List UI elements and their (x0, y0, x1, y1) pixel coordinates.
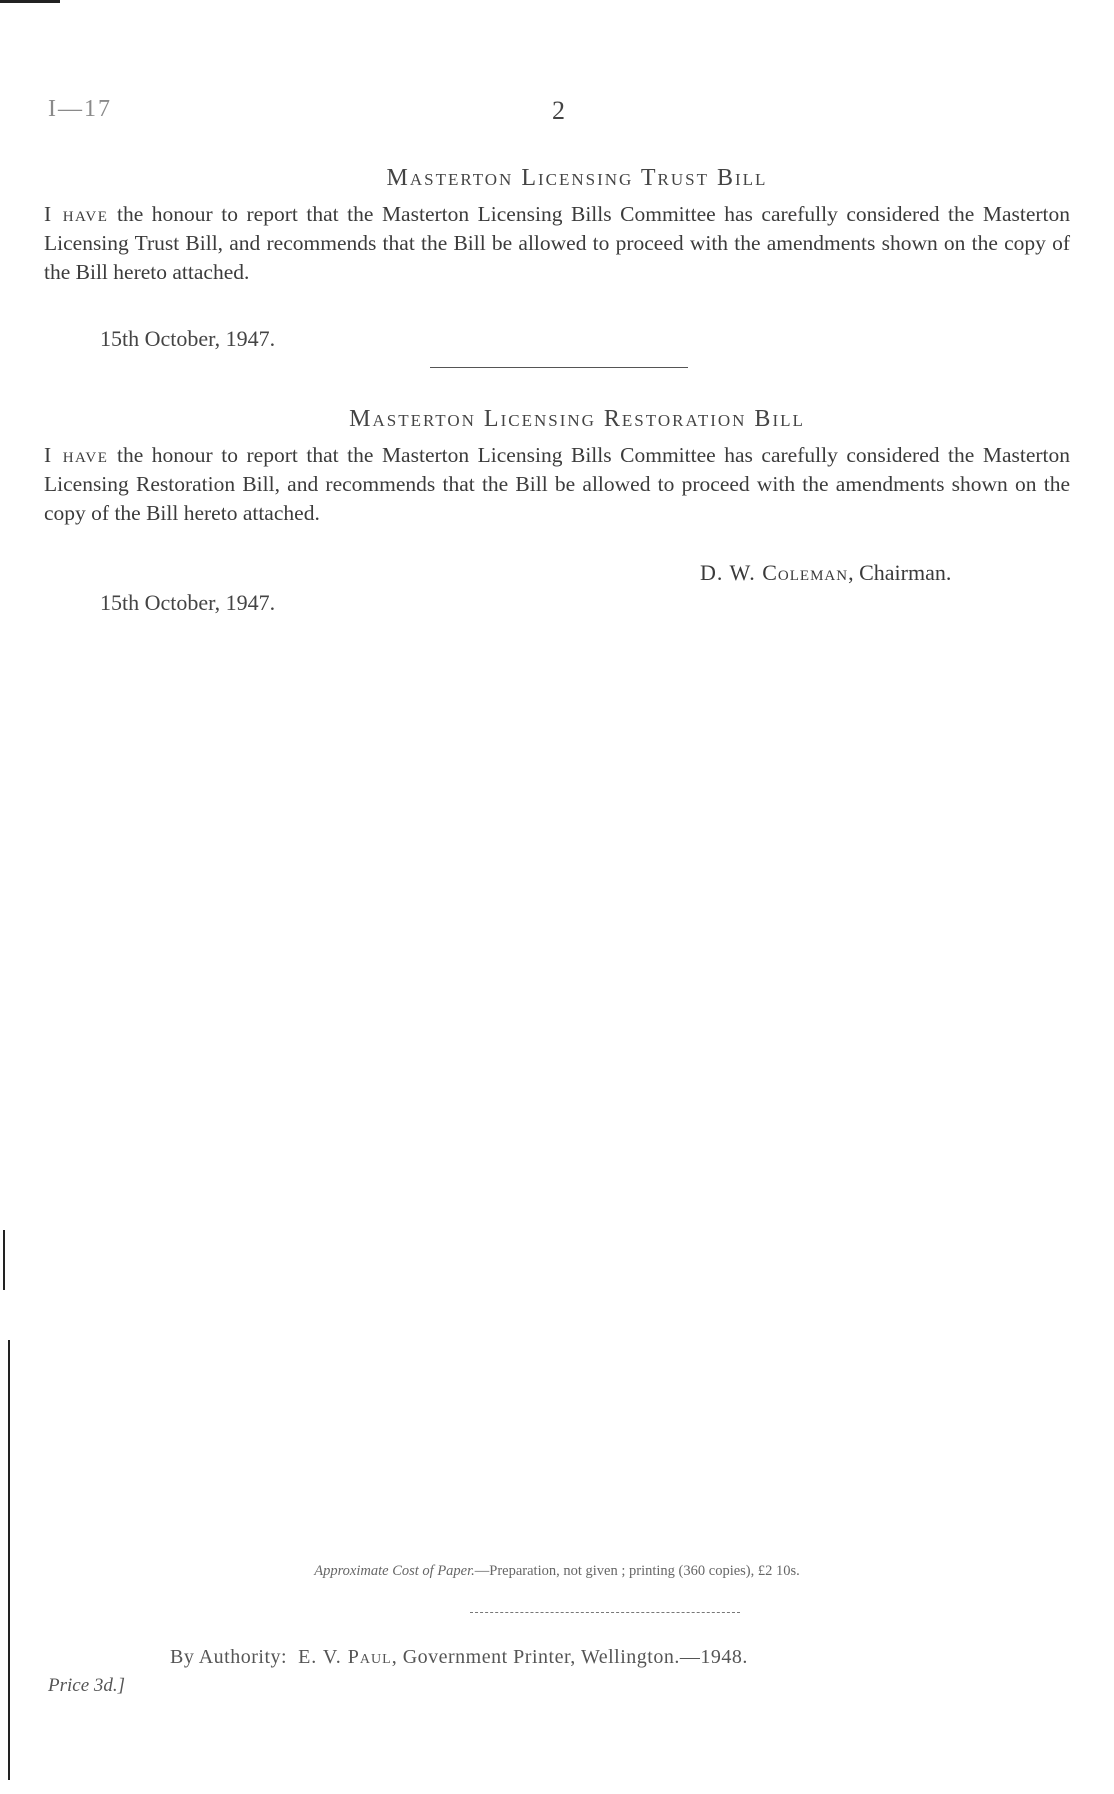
document-reference: I—17 (48, 96, 112, 122)
authority-prefix: By Authority: (170, 1646, 299, 1668)
page-number: 2 (552, 96, 565, 125)
paragraph-lead: I have (44, 202, 109, 226)
scan-edge-mark (0, 0, 60, 3)
section-title-trust-bill: Masterton Licensing Trust Bill (386, 165, 768, 191)
authority-suffix: , Government Printer, Wellington.—1948. (391, 1646, 748, 1668)
signatory-name: D. W. Coleman (700, 560, 849, 585)
paragraph-body: the honour to report that the Masterton Licensing Bills Committee has carefully considered the Masterton Licensing Trust Bill, and recommends that the Bill be allowed to proceed with the amendments shown on the copy of the Bill hereto attached. (44, 202, 1071, 284)
paragraph-lead: I have (44, 443, 109, 467)
scan-margin-line (8, 1340, 10, 1780)
printer-name: E. V. Paul (298, 1646, 392, 1668)
report-date: 15th October, 1947. (100, 590, 276, 615)
price-note: Price 3d.] (48, 1675, 126, 1696)
report-date: 15th October, 1947. (100, 326, 276, 351)
footer-divider (470, 1612, 740, 1613)
cost-label: Approximate Cost of Paper. (314, 1563, 475, 1579)
paragraph-body: the honour to report that the Masterton Licensing Bills Committee has carefully considered the Masterton Licensing Restoration Bill, and recommends that the Bill be allowed to proceed with the amendments shown on the copy of the Bill hereto attached. (44, 443, 1071, 525)
report-paragraph-trust-bill (44, 200, 1070, 287)
scan-margin-line (3, 1230, 5, 1290)
signatory-role: , Chairman. (848, 560, 952, 585)
section-title-restoration-bill: Masterton Licensing Restoration Bill (349, 406, 805, 432)
paper-cost-note (0, 1563, 1114, 1580)
signature-block (700, 560, 951, 586)
report-paragraph-restoration-bill (44, 441, 1070, 528)
section-divider (430, 367, 688, 368)
cost-text: —Preparation, not given ; printing (360 copies), £2 10s. (474, 1563, 800, 1579)
printer-authority (170, 1646, 748, 1669)
